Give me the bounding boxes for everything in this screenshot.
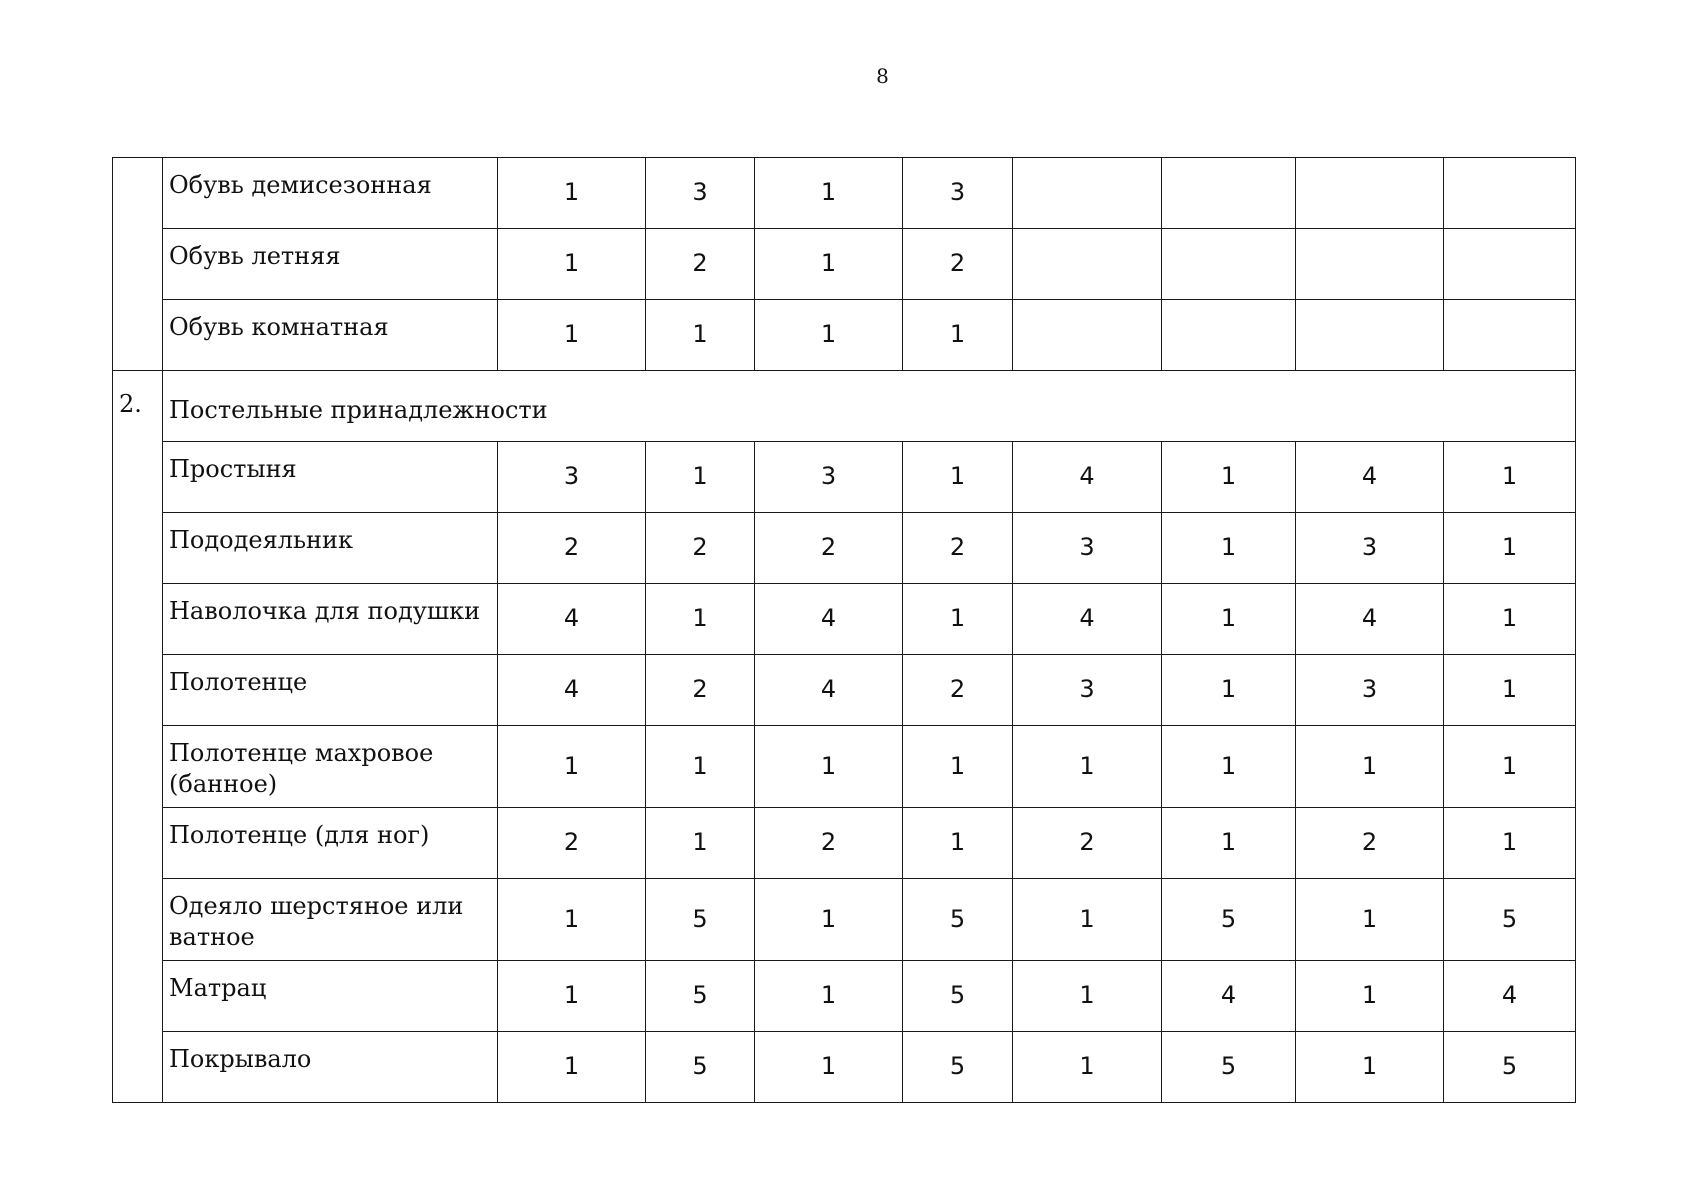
value-cell: 1 xyxy=(646,584,755,655)
value-cell: 4 xyxy=(1013,584,1162,655)
value-cell: 3 xyxy=(646,158,755,229)
value-cell: 2 xyxy=(498,513,646,584)
value-cell xyxy=(1444,229,1576,300)
table-row xyxy=(113,158,1576,229)
value-cell: 1 xyxy=(1162,808,1296,879)
item-name: Простыня xyxy=(163,442,498,513)
value-cell: 1 xyxy=(903,300,1013,371)
value-cell xyxy=(1013,300,1162,371)
value-cell: 5 xyxy=(646,1032,755,1103)
value-cell xyxy=(1296,300,1444,371)
value-cell: 1 xyxy=(755,961,903,1032)
value-cell: 4 xyxy=(498,655,646,726)
value-cell: 5 xyxy=(1444,1032,1576,1103)
value-cell: 1 xyxy=(755,726,903,808)
value-cell: 2 xyxy=(1296,808,1444,879)
value-cell: 1 xyxy=(646,300,755,371)
table-row xyxy=(113,961,1576,1032)
value-cell: 4 xyxy=(1013,442,1162,513)
value-cell: 1 xyxy=(1444,808,1576,879)
value-cell: 1 xyxy=(755,158,903,229)
value-cell: 1 xyxy=(1162,584,1296,655)
item-name: Наволочка для подушки xyxy=(163,584,498,655)
value-cell: 2 xyxy=(755,808,903,879)
value-cell: 1 xyxy=(1162,513,1296,584)
value-cell: 1 xyxy=(498,726,646,808)
item-name: Полотенце xyxy=(163,655,498,726)
value-cell: 2 xyxy=(903,513,1013,584)
value-cell: 1 xyxy=(1444,442,1576,513)
value-cell: 3 xyxy=(498,442,646,513)
item-name: Обувь демисезонная xyxy=(163,158,498,229)
value-cell: 4 xyxy=(1444,961,1576,1032)
value-cell: 3 xyxy=(903,158,1013,229)
value-cell: 1 xyxy=(498,300,646,371)
table-row xyxy=(113,442,1576,513)
value-cell: 2 xyxy=(903,655,1013,726)
table-row xyxy=(113,808,1576,879)
table-row xyxy=(113,229,1576,300)
value-cell: 4 xyxy=(1296,584,1444,655)
value-cell: 5 xyxy=(903,961,1013,1032)
value-cell: 3 xyxy=(1296,655,1444,726)
value-cell: 1 xyxy=(1296,726,1444,808)
item-name: Обувь летняя xyxy=(163,229,498,300)
table-row xyxy=(113,879,1576,961)
value-cell: 1 xyxy=(646,726,755,808)
value-cell: 5 xyxy=(646,879,755,961)
value-cell: 2 xyxy=(646,513,755,584)
item-name: Матрац xyxy=(163,961,498,1032)
value-cell: 1 xyxy=(1296,879,1444,961)
value-cell: 2 xyxy=(903,229,1013,300)
value-cell: 1 xyxy=(755,1032,903,1103)
value-cell: 2 xyxy=(498,808,646,879)
value-cell: 1 xyxy=(903,808,1013,879)
value-cell: 1 xyxy=(1296,961,1444,1032)
section-number: 2. xyxy=(113,371,163,1103)
table-row xyxy=(113,513,1576,584)
value-cell: 1 xyxy=(903,442,1013,513)
value-cell: 2 xyxy=(646,655,755,726)
value-cell: 3 xyxy=(1296,513,1444,584)
value-cell: 1 xyxy=(498,961,646,1032)
item-name: Обувь комнатная xyxy=(163,300,498,371)
table-row xyxy=(113,300,1576,371)
value-cell xyxy=(1162,300,1296,371)
value-cell: 2 xyxy=(1013,808,1162,879)
value-cell: 5 xyxy=(1162,1032,1296,1103)
value-cell: 1 xyxy=(1444,584,1576,655)
value-cell: 2 xyxy=(755,513,903,584)
value-cell: 4 xyxy=(755,655,903,726)
value-cell: 4 xyxy=(755,584,903,655)
value-cell: 1 xyxy=(1013,961,1162,1032)
value-cell: 1 xyxy=(1444,726,1576,808)
value-cell: 1 xyxy=(755,229,903,300)
table-row xyxy=(113,655,1576,726)
value-cell: 1 xyxy=(1013,1032,1162,1103)
value-cell: 1 xyxy=(755,300,903,371)
value-cell: 1 xyxy=(1013,879,1162,961)
item-name: Пододеяльник xyxy=(163,513,498,584)
value-cell: 1 xyxy=(498,229,646,300)
value-cell: 5 xyxy=(646,961,755,1032)
section-title: Постельные принадлежности xyxy=(163,371,1576,442)
value-cell: 3 xyxy=(755,442,903,513)
page-number: 8 xyxy=(876,64,889,88)
value-cell: 1 xyxy=(903,726,1013,808)
value-cell: 1 xyxy=(646,442,755,513)
value-cell: 1 xyxy=(1296,1032,1444,1103)
value-cell: 5 xyxy=(903,879,1013,961)
table-row xyxy=(113,584,1576,655)
value-cell: 1 xyxy=(1013,726,1162,808)
value-cell: 5 xyxy=(903,1032,1013,1103)
item-name: Покрывало xyxy=(163,1032,498,1103)
value-cell: 1 xyxy=(498,1032,646,1103)
value-cell: 3 xyxy=(1013,513,1162,584)
value-cell: 4 xyxy=(498,584,646,655)
value-cell: 1 xyxy=(1444,655,1576,726)
section-number-cell xyxy=(113,158,163,371)
items-table xyxy=(112,157,1576,1103)
value-cell: 4 xyxy=(1162,961,1296,1032)
table-row xyxy=(113,1032,1576,1103)
value-cell: 1 xyxy=(646,808,755,879)
value-cell: 1 xyxy=(1162,655,1296,726)
value-cell: 1 xyxy=(498,158,646,229)
value-cell: 5 xyxy=(1162,879,1296,961)
item-name: Одеяло шерстяное или ватное xyxy=(163,879,498,961)
table-row xyxy=(113,726,1576,808)
value-cell xyxy=(1444,158,1576,229)
value-cell: 5 xyxy=(1444,879,1576,961)
value-cell xyxy=(1162,158,1296,229)
value-cell: 1 xyxy=(755,879,903,961)
value-cell: 1 xyxy=(1162,442,1296,513)
value-cell: 1 xyxy=(1162,726,1296,808)
section-header-row xyxy=(113,371,1576,442)
value-cell: 1 xyxy=(498,879,646,961)
value-cell xyxy=(1013,158,1162,229)
value-cell: 1 xyxy=(903,584,1013,655)
value-cell xyxy=(1162,229,1296,300)
value-cell xyxy=(1444,300,1576,371)
value-cell: 1 xyxy=(1444,513,1576,584)
value-cell: 3 xyxy=(1013,655,1162,726)
value-cell xyxy=(1296,229,1444,300)
value-cell: 2 xyxy=(646,229,755,300)
item-name: Полотенце (для ног) xyxy=(163,808,498,879)
value-cell xyxy=(1013,229,1162,300)
value-cell: 4 xyxy=(1296,442,1444,513)
item-name: Полотенце махровое (банное) xyxy=(163,726,498,808)
value-cell xyxy=(1296,158,1444,229)
